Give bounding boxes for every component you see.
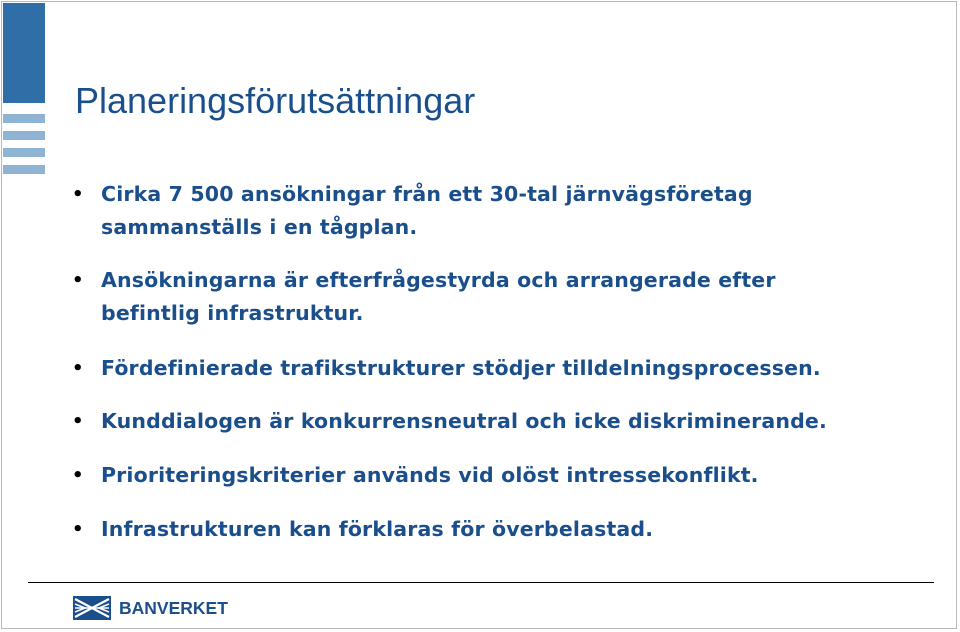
slide-title: Planeringsförutsättningar [75,80,476,121]
bullet-item [72,264,776,330]
bullet-text: Infrastrukturen kan förklaras för överbelastad. [101,517,654,541]
sidebar-stripe [3,131,45,140]
sidebar-block [3,3,45,103]
bullet-dot-icon: • [72,411,84,432]
bullet-dot-icon: • [72,465,84,486]
bullet-text: Ansökningarna är efterfrågestyrda och arrangerade efter [101,268,776,292]
banverket-emblem-icon [73,596,111,620]
bullet-item [72,352,821,385]
sidebar-stripe [3,148,45,157]
bullet-dot-icon: • [72,358,84,379]
bullet-text: Cirka 7 500 ansökningar från ett 30-tal järnvägsföretag [101,182,753,206]
bullet-text: befintlig infrastruktur. [101,301,364,325]
bullet-text: Prioriteringskriterier används vid olöst intressekonflikt. [101,463,759,487]
bullet-dot-icon: • [72,519,84,540]
bullet-text: Fördefinierade trafikstrukturer stödjer tilldelningsprocessen. [101,356,821,380]
footer-divider [28,582,934,583]
bullet-dot-icon: • [72,270,84,291]
bullet-item [72,178,753,244]
bullet-text: Kunddialogen är konkurrensneutral och icke diskriminerande. [101,409,827,433]
sidebar-stripe [3,114,45,123]
bullet-dot-icon: • [72,184,84,205]
banverket-logo [73,593,228,623]
bullet-text: sammanställs i en tågplan. [101,215,418,239]
bullet-item [72,459,759,492]
logo-text: BANVERKET [119,597,228,618]
bullet-item [72,405,827,438]
bullet-item [72,513,653,546]
sidebar-stripe [3,165,45,174]
